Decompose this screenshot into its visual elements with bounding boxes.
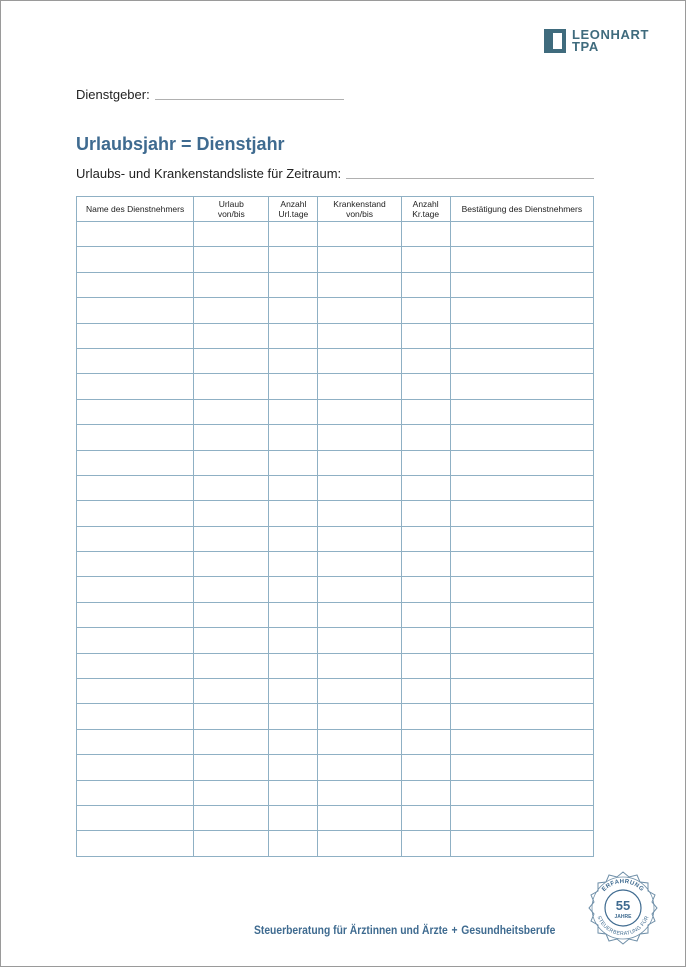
table-cell[interactable] (401, 577, 450, 602)
table-cell[interactable] (194, 805, 269, 830)
table-cell[interactable] (318, 552, 401, 577)
table-cell[interactable] (194, 653, 269, 678)
header-bestaetigung-line-1: Bestätigung des Dienstnehmers (461, 204, 583, 214)
table-cell[interactable] (401, 399, 450, 424)
header-anzahl-url (269, 197, 318, 222)
table-cell[interactable] (77, 247, 194, 272)
table-row (77, 577, 594, 602)
table-row (77, 348, 594, 373)
table-cell[interactable] (269, 399, 318, 424)
table-cell[interactable] (318, 628, 401, 653)
dienstgeber-label: Dienstgeber: (76, 87, 150, 102)
table-row (77, 475, 594, 500)
table-body (77, 222, 594, 857)
table-cell[interactable] (450, 755, 593, 780)
table-cell[interactable] (269, 298, 318, 323)
header-anzahl-url-line-1: Anzahl (280, 199, 307, 209)
table-cell[interactable] (194, 272, 269, 297)
table-cell[interactable] (401, 729, 450, 754)
table-cell[interactable] (401, 602, 450, 627)
table-cell[interactable] (269, 374, 318, 399)
table-cell[interactable] (450, 399, 593, 424)
table-cell[interactable] (194, 501, 269, 526)
table-row (77, 780, 594, 805)
table-cell[interactable] (194, 399, 269, 424)
table-cell[interactable] (318, 780, 401, 805)
table-cell[interactable] (77, 450, 194, 475)
table-cell[interactable] (194, 628, 269, 653)
table-row (77, 450, 594, 475)
table-cell[interactable] (77, 602, 194, 627)
table-cell[interactable] (401, 780, 450, 805)
table-cell[interactable] (318, 729, 401, 754)
table-row (77, 374, 594, 399)
table-cell[interactable] (450, 298, 593, 323)
table-cell[interactable] (269, 805, 318, 830)
table-row (77, 425, 594, 450)
table-cell[interactable] (450, 653, 593, 678)
table-cell[interactable] (77, 552, 194, 577)
table-cell[interactable] (269, 526, 318, 551)
table-cell[interactable] (450, 425, 593, 450)
table-cell[interactable] (194, 348, 269, 373)
table-cell[interactable] (194, 450, 269, 475)
footer-tagline-part-1: Steuerberatung für Ärztinnen und Ärzte (254, 923, 448, 937)
table-cell[interactable] (194, 704, 269, 729)
table-cell[interactable] (194, 577, 269, 602)
table-cell[interactable] (194, 425, 269, 450)
table-cell[interactable] (269, 247, 318, 272)
table-cell[interactable] (194, 780, 269, 805)
table-cell[interactable] (269, 704, 318, 729)
table-cell[interactable] (77, 526, 194, 551)
plus-icon: + (451, 923, 458, 937)
table-row (77, 552, 594, 577)
table-cell[interactable] (194, 374, 269, 399)
table-cell[interactable] (269, 577, 318, 602)
table-row (77, 272, 594, 297)
table-cell[interactable] (401, 222, 450, 247)
table-cell[interactable] (318, 272, 401, 297)
table-cell[interactable] (401, 704, 450, 729)
table-cell[interactable] (401, 348, 450, 373)
table-cell[interactable] (318, 247, 401, 272)
table-cell[interactable] (401, 653, 450, 678)
table-row (77, 755, 594, 780)
seal-number: 55 (615, 898, 631, 913)
table-cell[interactable] (450, 729, 593, 754)
table-cell[interactable] (401, 501, 450, 526)
table-cell[interactable] (194, 475, 269, 500)
table-cell[interactable] (269, 729, 318, 754)
header-krankenstand-line-2: von/bis (346, 209, 373, 219)
table-cell[interactable] (401, 323, 450, 348)
header-bestaetigung (450, 197, 593, 222)
table-cell[interactable] (401, 272, 450, 297)
table-cell[interactable] (450, 805, 593, 830)
table-cell[interactable] (450, 552, 593, 577)
table-cell[interactable] (77, 628, 194, 653)
table-cell[interactable] (269, 679, 318, 704)
header-krankenstand-line-1: Krankenstand (333, 199, 386, 209)
table-cell[interactable] (450, 602, 593, 627)
table-cell[interactable] (318, 831, 401, 856)
table-cell[interactable] (318, 704, 401, 729)
table-cell[interactable] (318, 222, 401, 247)
table-cell[interactable] (401, 831, 450, 856)
table-cell[interactable] (401, 475, 450, 500)
table-header-row (77, 197, 594, 222)
table-row (77, 222, 594, 247)
table-cell[interactable] (269, 628, 318, 653)
footer-tagline-part-2: Gesundheitsberufe (461, 923, 556, 937)
table-cell[interactable] (77, 577, 194, 602)
table-cell[interactable] (269, 222, 318, 247)
table-cell[interactable] (77, 679, 194, 704)
table-row (77, 247, 594, 272)
table-cell[interactable] (77, 348, 194, 373)
page-title: Urlaubsjahr = Dienstjahr (76, 134, 285, 154)
table-cell[interactable] (269, 475, 318, 500)
logo-line-2: TPA (572, 39, 599, 54)
table-cell[interactable] (194, 602, 269, 627)
table-cell[interactable] (318, 577, 401, 602)
table-row (77, 704, 594, 729)
table-row (77, 298, 594, 323)
table-cell[interactable] (269, 653, 318, 678)
table-row (77, 602, 594, 627)
table-cell[interactable] (318, 475, 401, 500)
table-row (77, 653, 594, 678)
table-cell[interactable] (450, 272, 593, 297)
table-cell[interactable] (269, 348, 318, 373)
header-krankenstand (318, 197, 401, 222)
table-cell[interactable] (401, 805, 450, 830)
table-cell[interactable] (77, 475, 194, 500)
table-cell[interactable] (77, 222, 194, 247)
table-cell[interactable] (401, 425, 450, 450)
table-cell[interactable] (401, 679, 450, 704)
table-cell[interactable] (194, 222, 269, 247)
table-cell[interactable] (401, 755, 450, 780)
table-cell[interactable] (318, 653, 401, 678)
table-cell[interactable] (318, 805, 401, 830)
table-cell[interactable] (401, 247, 450, 272)
table-cell[interactable] (318, 399, 401, 424)
table-cell[interactable] (194, 679, 269, 704)
table-cell[interactable] (450, 323, 593, 348)
table-cell[interactable] (269, 755, 318, 780)
table-cell[interactable] (77, 425, 194, 450)
table-cell[interactable] (194, 247, 269, 272)
table-cell[interactable] (318, 348, 401, 373)
table-cell[interactable] (318, 425, 401, 450)
table-cell[interactable] (77, 323, 194, 348)
table-cell[interactable] (318, 679, 401, 704)
table-cell[interactable] (318, 323, 401, 348)
table-row (77, 805, 594, 830)
header-name (77, 197, 194, 222)
table-cell[interactable] (269, 425, 318, 450)
leonhart-tpa-logo (544, 29, 649, 53)
leave-table (76, 196, 594, 857)
table-cell[interactable] (194, 831, 269, 856)
table-cell[interactable] (450, 704, 593, 729)
table-cell[interactable] (401, 298, 450, 323)
table-row (77, 628, 594, 653)
table-cell[interactable] (194, 526, 269, 551)
table-cell[interactable] (77, 501, 194, 526)
header-anzahl-kr-line-2: Kr.tage (412, 209, 440, 219)
table-cell[interactable] (450, 628, 593, 653)
table-cell[interactable] (401, 526, 450, 551)
footer-tagline (254, 923, 555, 937)
table-cell[interactable] (401, 552, 450, 577)
table-cell[interactable] (77, 805, 194, 830)
table-cell[interactable] (77, 399, 194, 424)
table-cell[interactable] (77, 831, 194, 856)
table-cell[interactable] (269, 780, 318, 805)
table-cell[interactable] (77, 755, 194, 780)
seal-arc-top: ERFAHRUNG (601, 878, 645, 893)
table-cell[interactable] (77, 374, 194, 399)
table-row (77, 526, 594, 551)
table-cell[interactable] (450, 450, 593, 475)
table-cell[interactable] (77, 704, 194, 729)
table-cell[interactable] (318, 526, 401, 551)
zeitraum-field[interactable] (346, 178, 594, 179)
table-cell[interactable] (269, 272, 318, 297)
table-cell[interactable] (401, 450, 450, 475)
table-cell[interactable] (318, 450, 401, 475)
table-cell[interactable] (450, 475, 593, 500)
zeitraum-label: Urlaubs- und Krankenstandsliste für Zeitraum: (76, 166, 342, 181)
table-cell[interactable] (318, 374, 401, 399)
header-urlaub-line-2: von/bis (217, 209, 245, 219)
table-cell[interactable] (401, 628, 450, 653)
seal-years: JAHRE (614, 914, 632, 920)
header-urlaub (194, 197, 269, 222)
table-cell[interactable] (269, 831, 318, 856)
header-urlaub-line-1: Urlaub (218, 199, 244, 209)
table-cell[interactable] (194, 729, 269, 754)
table-cell[interactable] (450, 247, 593, 272)
table-cell[interactable] (450, 348, 593, 373)
header-anzahl-url-line-2: Url.tage (278, 209, 309, 219)
table-cell[interactable] (194, 298, 269, 323)
table-row (77, 831, 594, 856)
table-cell[interactable] (77, 298, 194, 323)
table-cell[interactable] (450, 501, 593, 526)
table-cell[interactable] (77, 729, 194, 754)
table-cell[interactable] (450, 831, 593, 856)
seal-arc-bottom: STEUERBERATUNG FÜR (595, 915, 651, 938)
table-cell[interactable] (450, 780, 593, 805)
table-cell[interactable] (450, 526, 593, 551)
table-cell[interactable] (269, 450, 318, 475)
table-cell[interactable] (401, 374, 450, 399)
table-cell[interactable] (269, 552, 318, 577)
table-row (77, 323, 594, 348)
logo-line-1: LEONHART (572, 27, 650, 42)
table-cell[interactable] (194, 755, 269, 780)
table-cell[interactable] (77, 653, 194, 678)
table-row (77, 501, 594, 526)
table-cell[interactable] (318, 602, 401, 627)
table-cell[interactable] (77, 272, 194, 297)
header-anzahl-kr-line-1: Anzahl (412, 199, 439, 209)
header-anzahl-kr (401, 197, 450, 222)
dienstgeber-field[interactable] (155, 99, 344, 100)
table-cell[interactable] (450, 374, 593, 399)
anniversary-seal-icon (586, 871, 660, 945)
logo-mark-icon (544, 29, 566, 53)
table-cell[interactable] (77, 780, 194, 805)
table-cell[interactable] (450, 577, 593, 602)
table-cell[interactable] (194, 323, 269, 348)
table-cell[interactable] (269, 602, 318, 627)
table-cell[interactable] (269, 323, 318, 348)
table-cell[interactable] (318, 755, 401, 780)
table-cell[interactable] (450, 679, 593, 704)
table-cell[interactable] (450, 222, 593, 247)
table-cell[interactable] (318, 501, 401, 526)
table-row (77, 399, 594, 424)
table-cell[interactable] (269, 501, 318, 526)
table-row (77, 729, 594, 754)
table-cell[interactable] (318, 298, 401, 323)
table-cell[interactable] (194, 552, 269, 577)
header-name-line-1: Name des Dienstnehmers (85, 204, 185, 214)
table-row (77, 679, 594, 704)
